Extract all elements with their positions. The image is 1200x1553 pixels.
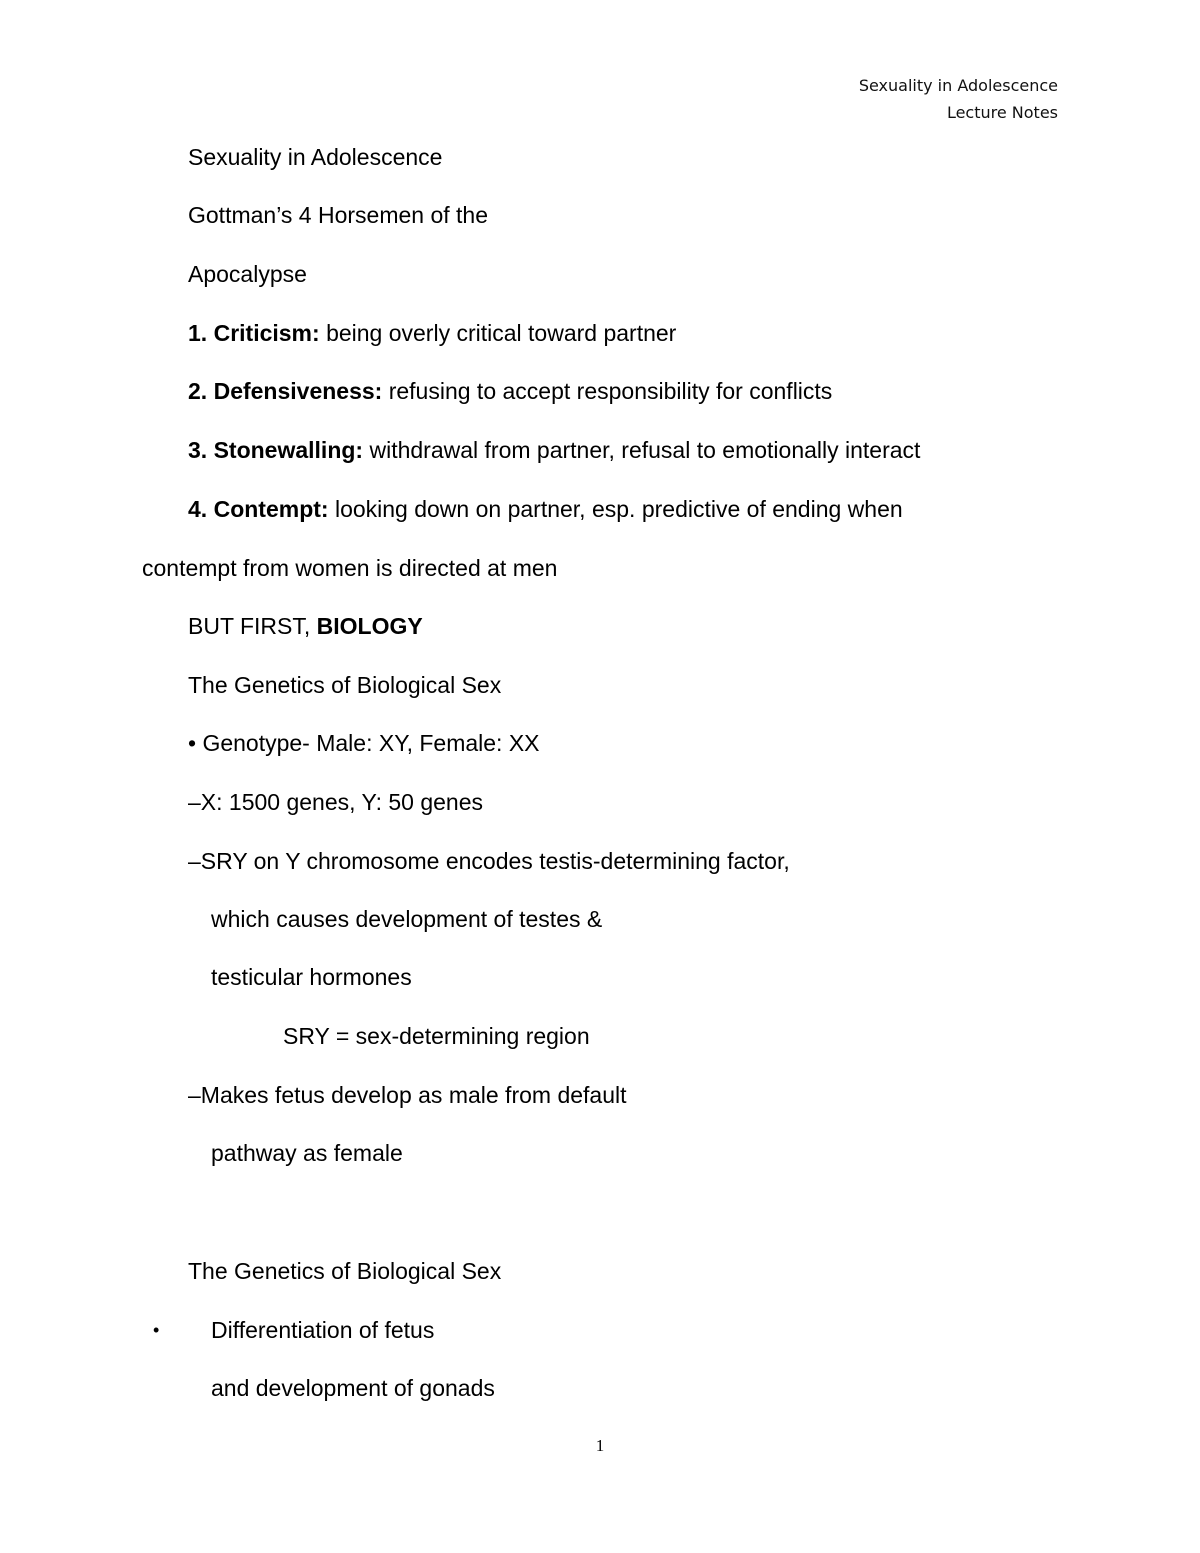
item-term: Criticism: bbox=[213, 320, 320, 346]
but-first-text: BUT FIRST, bbox=[188, 613, 311, 639]
section-heading-cont: Apocalypse bbox=[188, 261, 307, 287]
bullet-icon: • bbox=[153, 1320, 160, 1340]
section-heading: Gottman’s 4 Horsemen of the bbox=[188, 202, 488, 228]
sry-line-3: testicular hormones bbox=[211, 964, 412, 990]
gene-count-line: –X: 1500 genes, Y: 50 genes bbox=[188, 789, 483, 815]
item-description: withdrawal from partner, refusal to emotionally interact bbox=[369, 437, 921, 463]
header-title: Sexuality in Adolescence bbox=[858, 76, 1058, 95]
makes-line-2: pathway as female bbox=[211, 1140, 403, 1166]
item-number: 3. bbox=[188, 437, 208, 463]
list-item-stonewalling bbox=[188, 435, 920, 465]
genetics-heading-2: The Genetics of Biological Sex bbox=[188, 1258, 502, 1284]
page-number: 1 bbox=[595, 1436, 605, 1455]
list-item-defensiveness bbox=[188, 376, 832, 406]
item-description: looking down on partner, esp. predictive of ending when bbox=[334, 496, 903, 522]
sry-definition: SRY = sex-determining region bbox=[283, 1023, 590, 1049]
genotype-line: • Genotype- Male: XY, Female: XX bbox=[188, 730, 540, 756]
list-item-contempt bbox=[188, 494, 903, 524]
biology-heading bbox=[188, 611, 423, 641]
running-header bbox=[859, 72, 1058, 126]
item-description: being overly critical toward partner bbox=[326, 320, 677, 346]
item-number: 4. bbox=[188, 496, 208, 522]
document-title: Sexuality in Adolescence bbox=[188, 144, 443, 170]
item-term: Stonewalling: bbox=[213, 437, 364, 463]
makes-line-1: –Makes fetus develop as male from default bbox=[188, 1082, 627, 1108]
item-term: Contempt: bbox=[213, 496, 329, 522]
item-description: refusing to accept responsibility for conflicts bbox=[388, 378, 833, 404]
genetics-heading: The Genetics of Biological Sex bbox=[188, 672, 502, 698]
differentiation-line-1: Differentiation of fetus bbox=[211, 1317, 435, 1343]
item-term: Defensiveness: bbox=[213, 378, 383, 404]
header-subtitle: Lecture Notes bbox=[946, 103, 1058, 122]
sry-line-2: which causes development of testes & bbox=[211, 906, 603, 932]
list-item-contempt-cont: contempt from women is directed at men bbox=[142, 555, 558, 581]
item-number: 1. bbox=[188, 320, 208, 346]
differentiation-line-2: and development of gonads bbox=[211, 1375, 495, 1401]
sry-line-1: –SRY on Y chromosome encodes testis-determining factor, bbox=[188, 848, 790, 874]
biology-text: BIOLOGY bbox=[316, 613, 423, 639]
list-item-criticism bbox=[188, 318, 676, 348]
item-number: 2. bbox=[188, 378, 208, 404]
